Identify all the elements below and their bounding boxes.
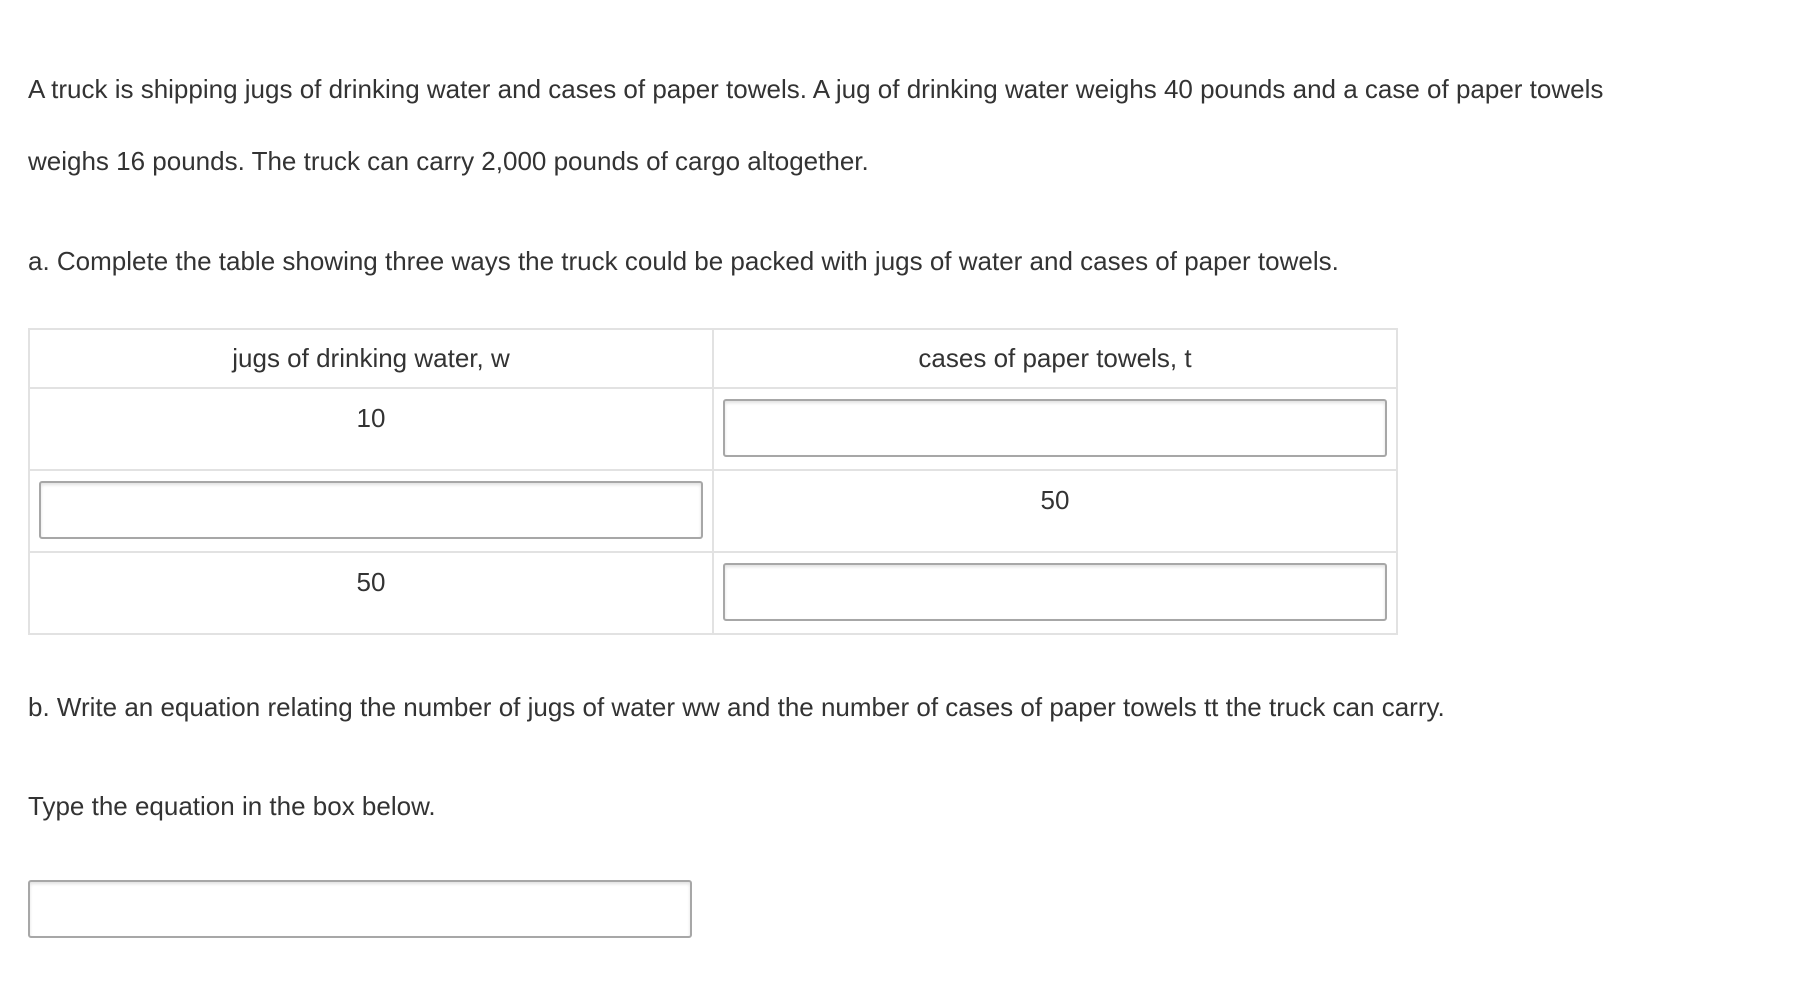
row2-jugs-cell xyxy=(29,470,713,552)
row1-jugs-value: 10 xyxy=(356,403,386,433)
header-jugs-water: jugs of drinking water, w xyxy=(29,329,713,388)
row1-jugs-cell xyxy=(29,388,713,470)
row2-towels-value: 50 xyxy=(1040,485,1070,515)
row1-towels-input[interactable] xyxy=(723,399,1387,457)
table-row xyxy=(29,470,1397,552)
row2-towels-cell xyxy=(713,470,1397,552)
row2-jugs-input[interactable] xyxy=(39,481,703,539)
table-row xyxy=(29,388,1397,470)
row3-towels-input[interactable] xyxy=(723,563,1387,621)
answer-table xyxy=(28,328,1398,635)
part-a-prompt: a. Complete the table showing three ways the truck could be packed with jugs of water and cases of paper towels. xyxy=(28,246,1339,276)
problem-intro-line-2: weighs 16 pounds. The truck can carry 2,000 pounds of cargo altogether. xyxy=(28,146,869,176)
part-b-prompt: b. Write an equation relating the number of jugs of water ww and the number of cases of paper towels tt the truck can carry. xyxy=(28,692,1445,722)
row3-towels-cell xyxy=(713,552,1397,634)
row3-jugs-cell xyxy=(29,552,713,634)
table-header-row xyxy=(29,329,1397,388)
row3-jugs-value: 50 xyxy=(356,567,386,597)
header-cases-paper-towels: cases of paper towels, t xyxy=(713,329,1397,388)
problem-intro-line-1: A truck is shipping jugs of drinking water and cases of paper towels. A jug of drinking water weighs 40 pounds and a case of paper towels xyxy=(28,74,1604,104)
row1-towels-cell xyxy=(713,388,1397,470)
equation-instruction: Type the equation in the box below. xyxy=(28,791,436,821)
table-row xyxy=(29,552,1397,634)
equation-input[interactable] xyxy=(28,880,692,938)
